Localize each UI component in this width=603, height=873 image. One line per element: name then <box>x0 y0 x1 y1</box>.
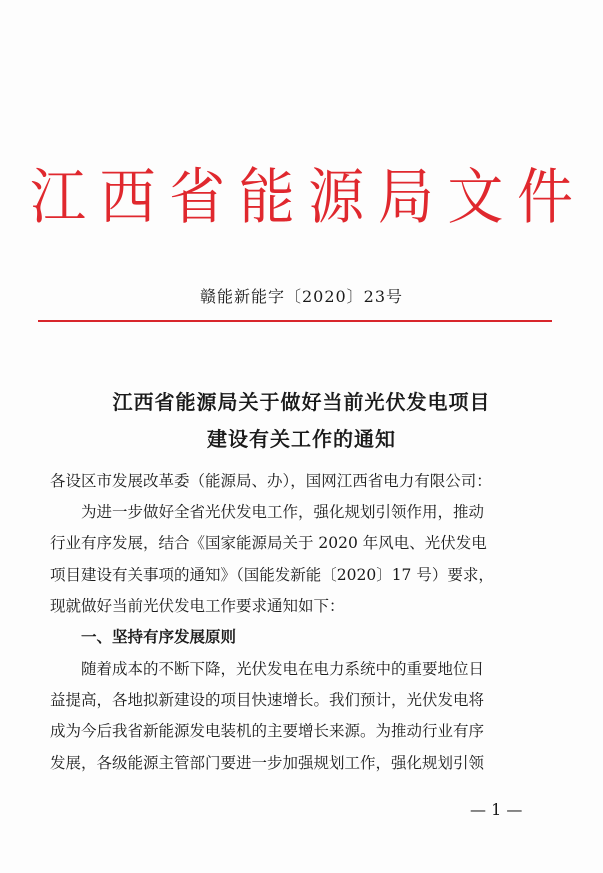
masthead-char: 能 <box>238 162 295 233</box>
masthead-char: 源 <box>308 162 365 233</box>
section-heading: 一、坚持有序发展原则 <box>50 628 237 646</box>
masthead-char: 局 <box>377 162 434 233</box>
body-line: 各设区市发展改革委（能源局、办），国网江西省电力有限公司： <box>50 472 492 490</box>
body-line: 现就做好当前光伏发电工作要求通知如下： <box>50 597 345 615</box>
page-number: — 1 — <box>470 800 523 819</box>
masthead-char: 西 <box>99 162 156 233</box>
document-title-line-1: 江西省能源局关于做好当前光伏发电项目 <box>112 390 491 414</box>
masthead-title <box>30 158 573 238</box>
document-title-line-2: 建设有关工作的通知 <box>207 427 396 451</box>
body-line: 为进一步做好全省光伏发电工作，强化规划引领作用，推动 <box>50 503 485 521</box>
masthead-char: 江 <box>30 162 86 233</box>
masthead-char: 文 <box>447 162 504 233</box>
body-line: 益提高，各地拟新建设的项目快速增长。我们预计，光伏发电将 <box>50 691 485 709</box>
masthead-char: 件 <box>516 162 573 233</box>
masthead-char: 省 <box>169 162 226 233</box>
body-line: 行业有序发展，结合《国家能源局关于 2020 年风电、光伏发电 <box>50 534 487 552</box>
document-number: 赣能新能字〔2020〕23号 <box>199 287 404 306</box>
body-line: 项目建设有关事项的通知》（国能发新能〔2020〕17 号）要求， <box>50 566 494 584</box>
body-line: 成为今后我省新能源发电装机的主要增长来源。为推动行业有序 <box>50 722 485 740</box>
body-line: 发展，各级能源主管部门要进一步加强规划工作，强化规划引领 <box>50 754 485 772</box>
red-separator-line <box>38 320 552 322</box>
body-line: 随着成本的不断下降，光伏发电在电力系统中的重要地位日 <box>50 660 485 678</box>
